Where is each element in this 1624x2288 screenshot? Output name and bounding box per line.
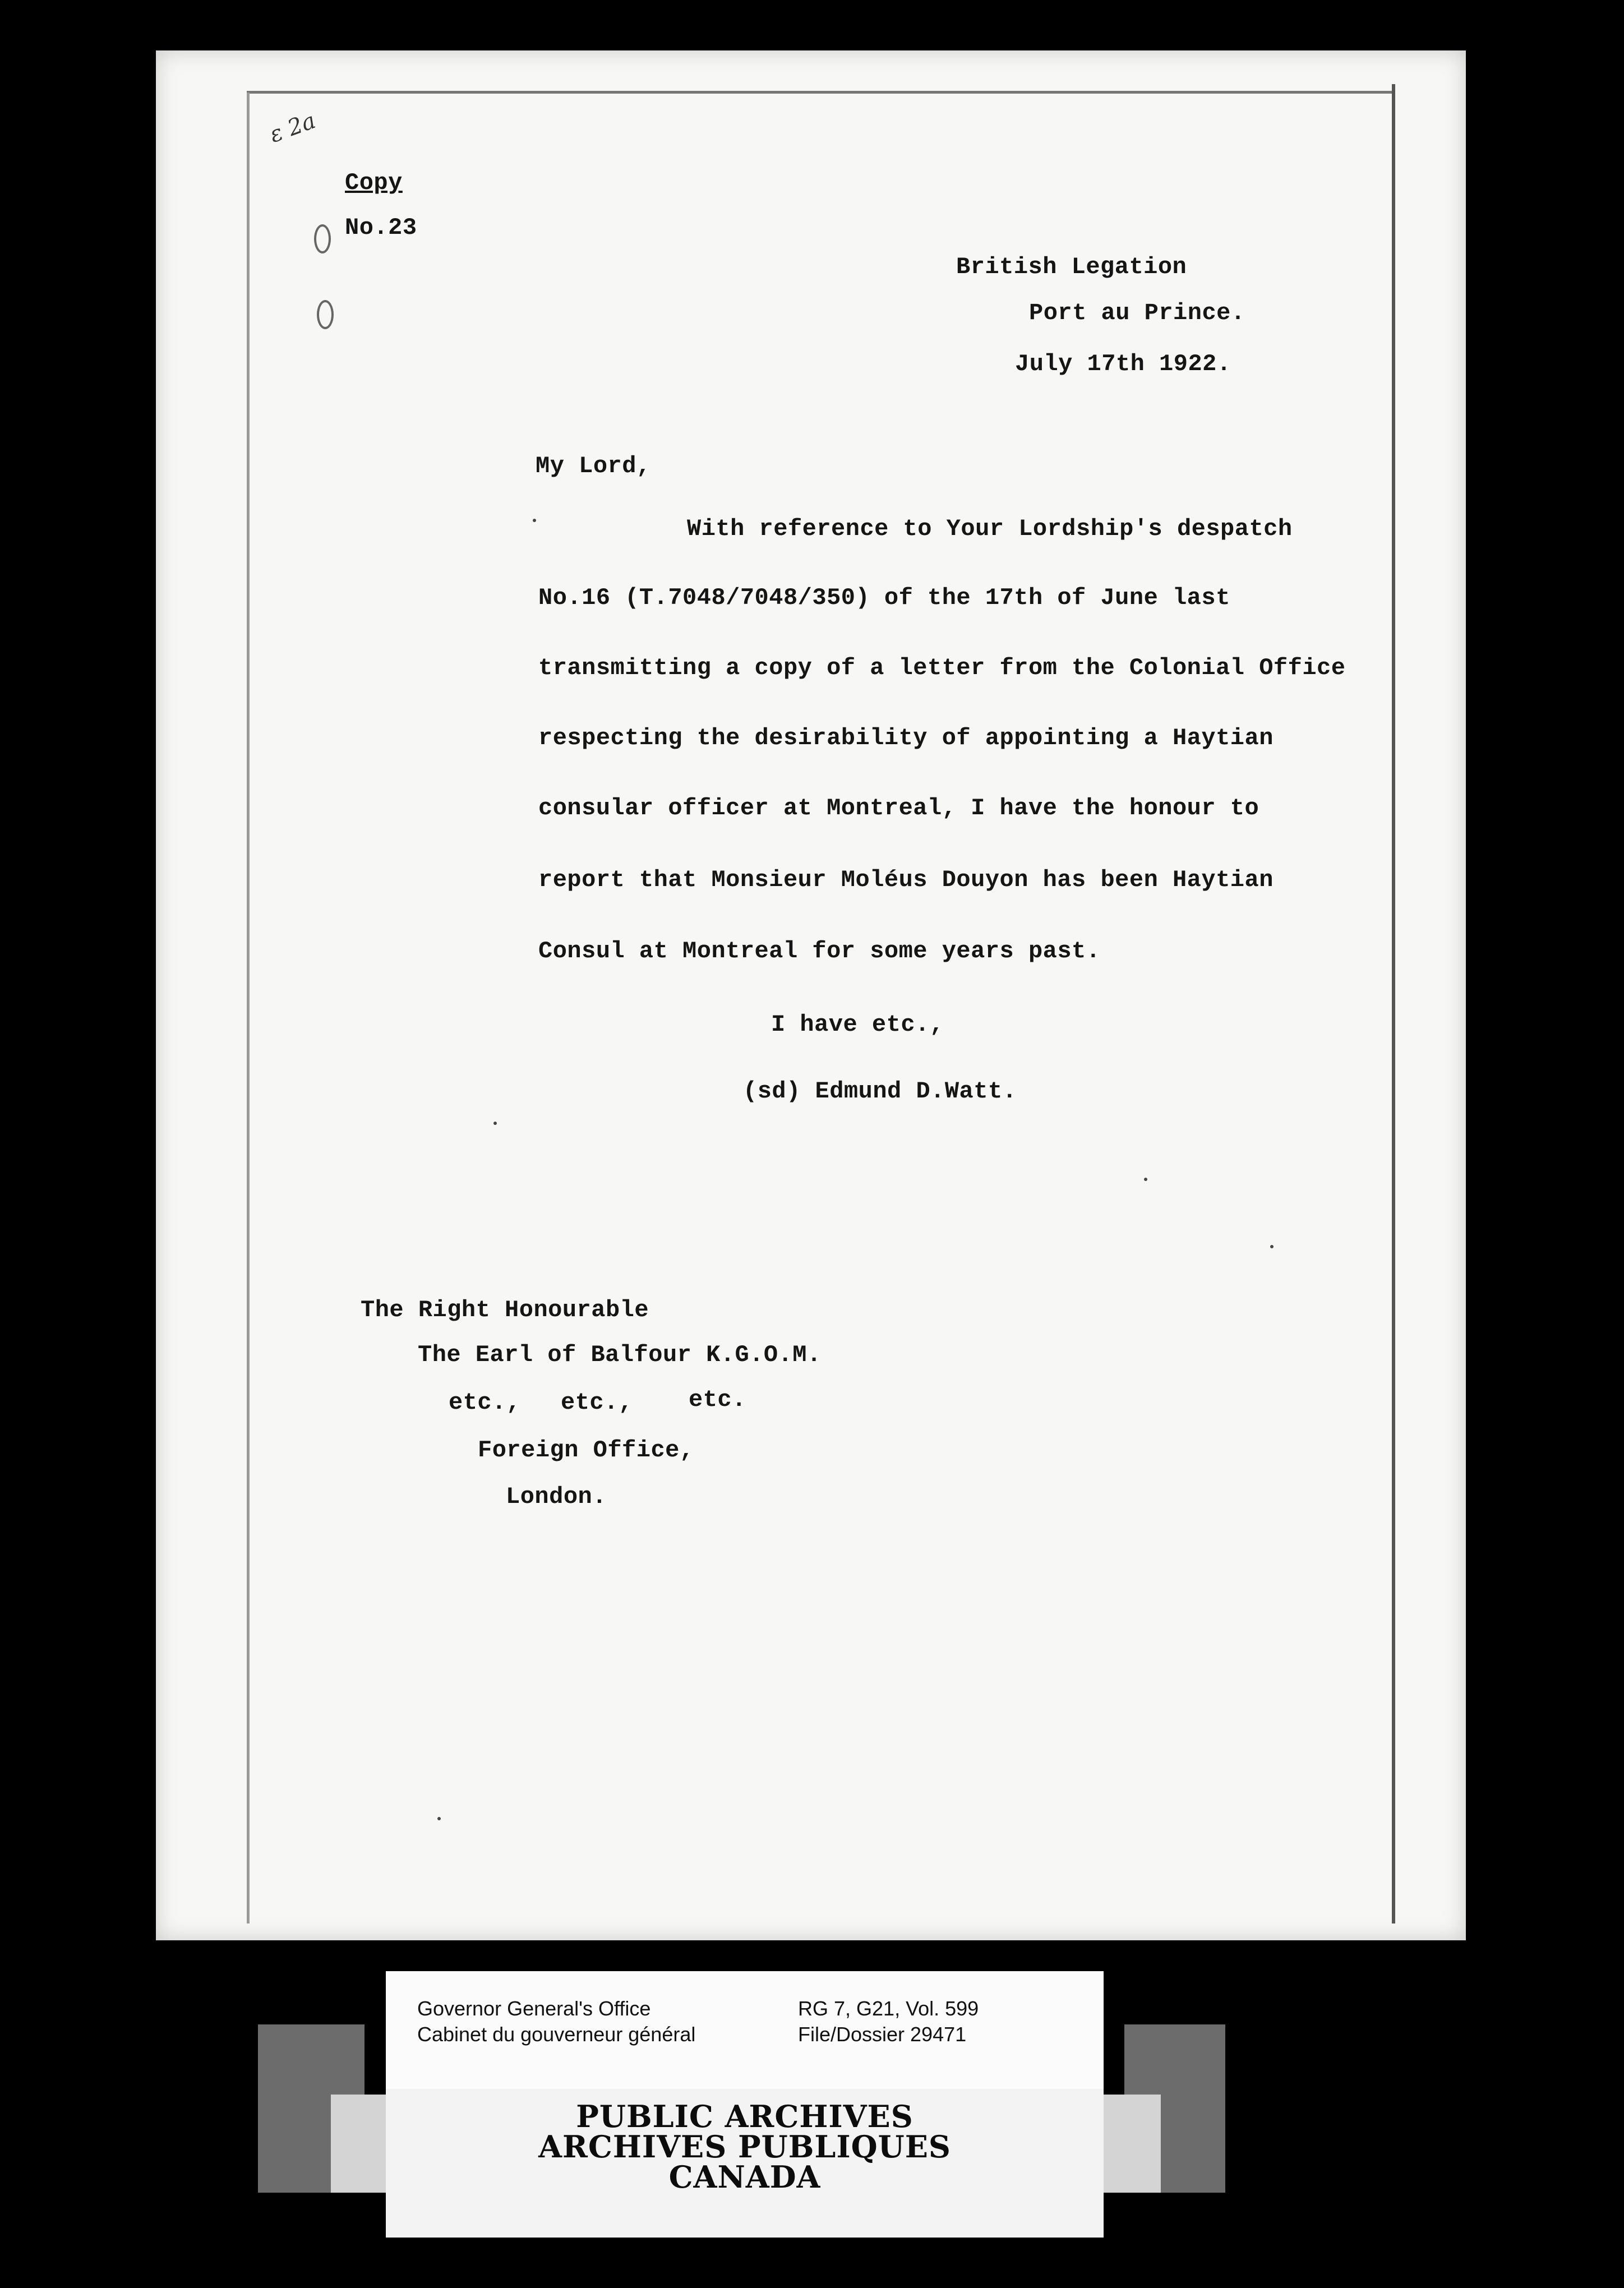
paper-speck — [493, 1122, 497, 1125]
copy-label: Copy — [345, 169, 403, 196]
address-line-1: British Legation — [956, 253, 1187, 280]
paper-speck — [1144, 1178, 1147, 1181]
recipient-line-5: London. — [506, 1483, 607, 1510]
recipient-line-2: The Earl of Balfour K.G.O.M. — [418, 1341, 822, 1368]
body-line: transmitting a copy of a letter from the Colonial Office — [538, 654, 1346, 681]
file-number: File/Dossier 29471 — [798, 2023, 967, 2046]
signature: (sd) Edmund D.Watt. — [743, 1078, 1017, 1105]
stamp-line-2: ARCHIVES PUBLIQUES — [538, 2129, 951, 2165]
recipient-line-1: The Right Honourable — [361, 1297, 649, 1323]
paper-speck — [437, 1817, 441, 1820]
handwritten-folio-note: ε 2a — [266, 108, 319, 148]
recipient-etc-3: etc. — [689, 1386, 746, 1413]
stamp-line-1: PUBLIC ARCHIVES — [576, 2098, 913, 2134]
page-border-left — [247, 93, 250, 1923]
paper-speck — [1270, 1245, 1274, 1248]
stamp-line-3: CANADA — [668, 2159, 821, 2195]
body-line: Consul at Montreal for some years past. — [538, 938, 1101, 965]
paper-speck — [533, 519, 536, 522]
closing: I have etc., — [771, 1011, 944, 1038]
recipient-line-4: Foreign Office, — [478, 1437, 694, 1464]
archive-reference-label — [386, 1971, 1104, 2089]
recipient-etc-1: etc., — [449, 1389, 521, 1416]
body-line: consular officer at Montreal, I have the honour to — [538, 795, 1259, 822]
letter-page — [156, 50, 1466, 1940]
punch-hole — [314, 224, 331, 253]
body-line: respecting the desirability of appointing a Haytian — [538, 725, 1274, 751]
letter-date: July 17th 1922. — [1015, 350, 1231, 377]
document-number: No.23 — [345, 214, 417, 241]
body-line: No.16 (T.7048/7048/350) of the 17th of June last — [538, 584, 1230, 611]
recipient-etc-2: etc., — [561, 1389, 633, 1416]
body-line: report that Monsieur Moléus Douyon has been Haytian — [538, 866, 1274, 893]
office-name-en: Governor General's Office — [417, 1997, 651, 2020]
record-group-reference: RG 7, G21, Vol. 599 — [798, 1997, 979, 2020]
salutation: My Lord, — [536, 453, 651, 479]
page-border-right — [1392, 84, 1395, 1923]
public-archives-stamp — [386, 2089, 1104, 2238]
body-line: With reference to Your Lordship's despatch — [687, 515, 1293, 542]
page-border-top — [247, 91, 1393, 94]
punch-hole — [317, 300, 334, 329]
address-line-2: Port au Prince. — [1029, 299, 1245, 326]
office-name-fr: Cabinet du gouverneur général — [417, 2023, 696, 2046]
